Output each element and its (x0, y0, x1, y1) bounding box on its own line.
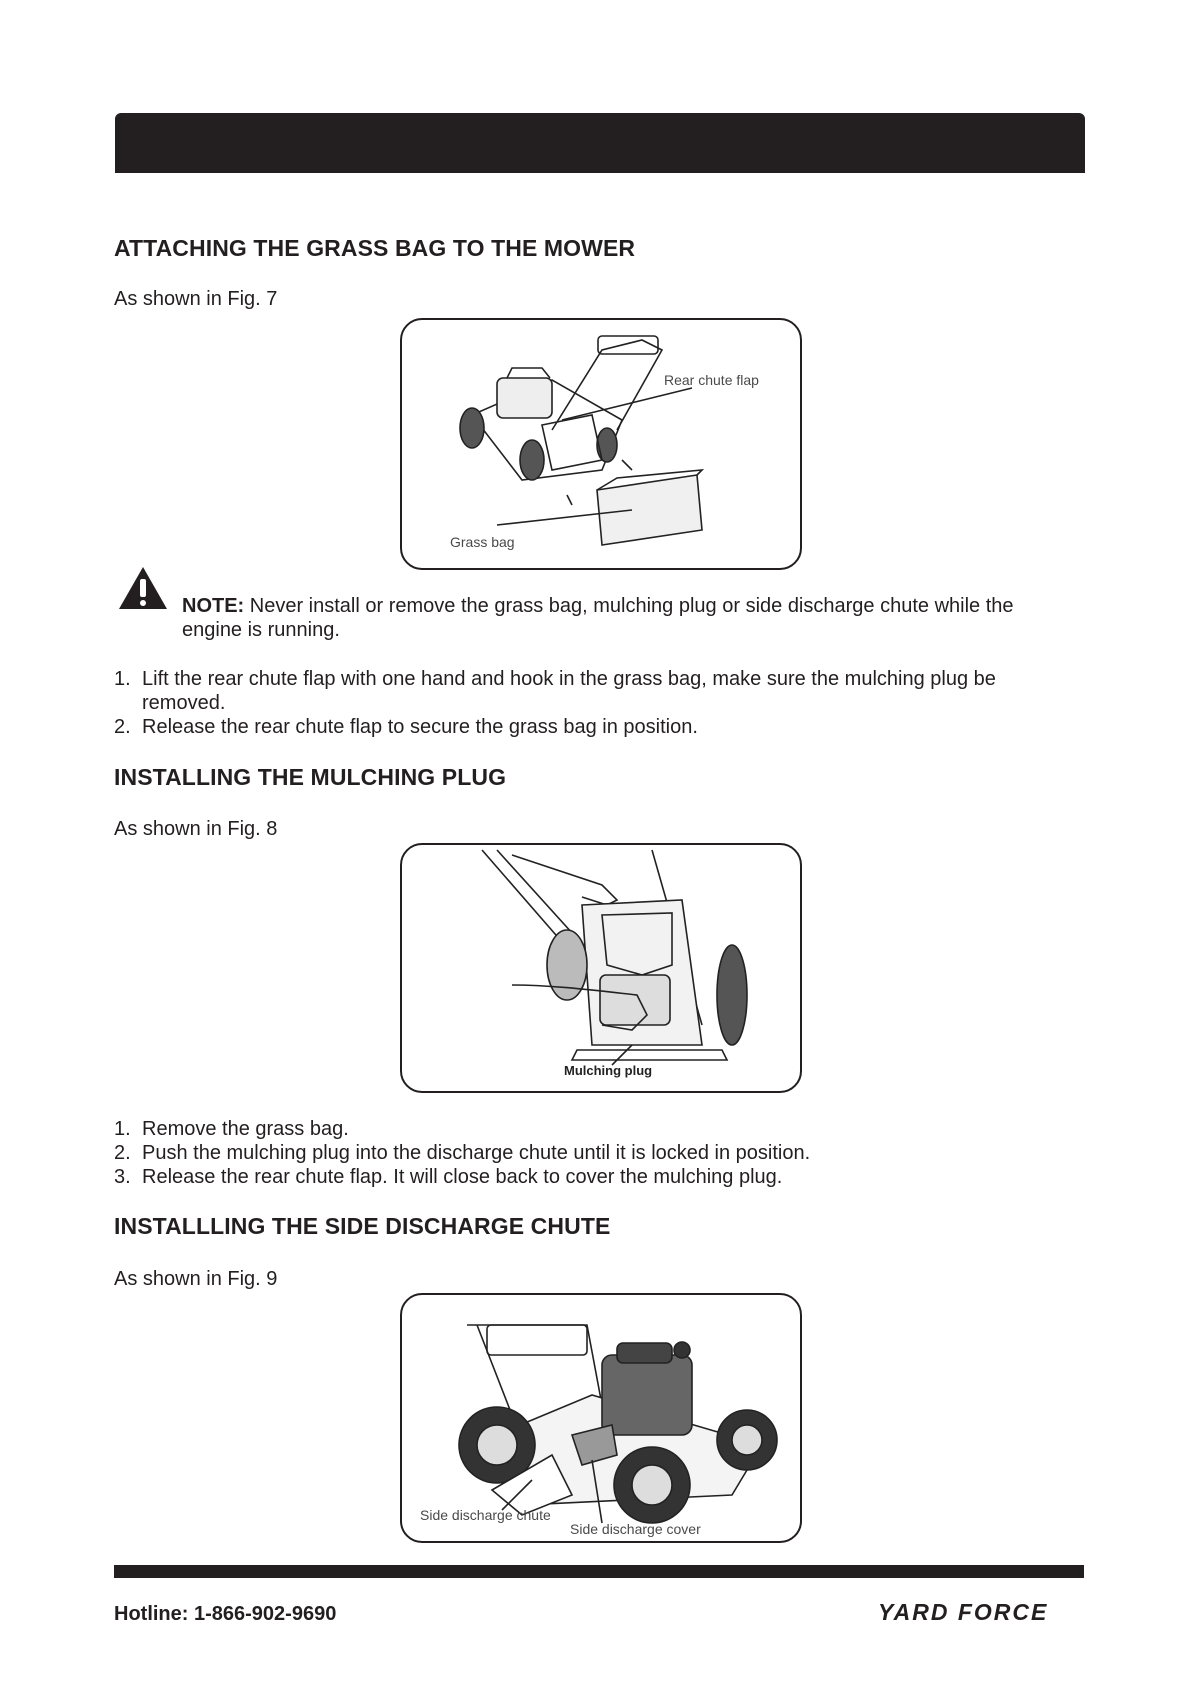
hotline: Hotline: 1-866-902-9690 (114, 1603, 337, 1625)
list-item: 1. Remove the grass bag. (114, 1118, 349, 1140)
mower-grass-bag-illustration (402, 320, 800, 568)
note-label: NOTE: (182, 595, 245, 617)
fig8-reference: As shown in Fig. 8 (114, 818, 278, 840)
steps-grass-bag (114, 667, 1044, 739)
figure-9 (400, 1293, 802, 1543)
figure-8 (400, 843, 802, 1093)
section-title-mulching-plug: INSTALLING THE MULCHING PLUG (114, 764, 507, 790)
list-item: 3. Release the rear chute flap. It will close back to cover the mulching plug. (114, 1166, 783, 1188)
figure-7 (400, 318, 802, 570)
label-side-discharge-chute: Side discharge chute (420, 1507, 551, 1523)
note-body: Never install or remove the grass bag, mulching plug or side discharge chute while the engine is running. (182, 595, 1014, 641)
section-title-side-discharge: INSTALLLING THE SIDE DISCHARGE CHUTE (114, 1213, 611, 1239)
label-mulching-plug: Mulching plug (564, 1063, 653, 1078)
label-grass-bag: Grass bag (450, 534, 515, 550)
label-rear-chute-flap: Rear chute flap (664, 372, 759, 388)
list-item: 2. Push the mulching plug into the discharge chute until it is locked in position. (114, 1142, 811, 1164)
side-discharge-illustration (402, 1295, 800, 1541)
list-item: 1. Lift the rear chute flap with one hand and hook in the grass bag, make sure the mulching plug be removed. (114, 668, 996, 714)
footer-bar (114, 1565, 1084, 1578)
fig7-reference: As shown in Fig. 7 (114, 288, 278, 310)
list-item: 2. Release the rear chute flap to secure the grass bag in position. (114, 716, 698, 738)
mulching-plug-illustration (402, 845, 800, 1091)
brand-logo: YARD FORCE (878, 1599, 1049, 1625)
header-bar (115, 113, 1085, 173)
steps-mulching-plug (114, 1117, 1044, 1189)
note-text (182, 594, 1062, 642)
fig9-reference: As shown in Fig. 9 (114, 1268, 278, 1290)
label-side-discharge-cover: Side discharge cover (570, 1521, 701, 1537)
warning-triangle-icon (117, 565, 169, 616)
section-title-grass-bag: ATTACHING THE GRASS BAG TO THE MOWER (114, 235, 636, 261)
